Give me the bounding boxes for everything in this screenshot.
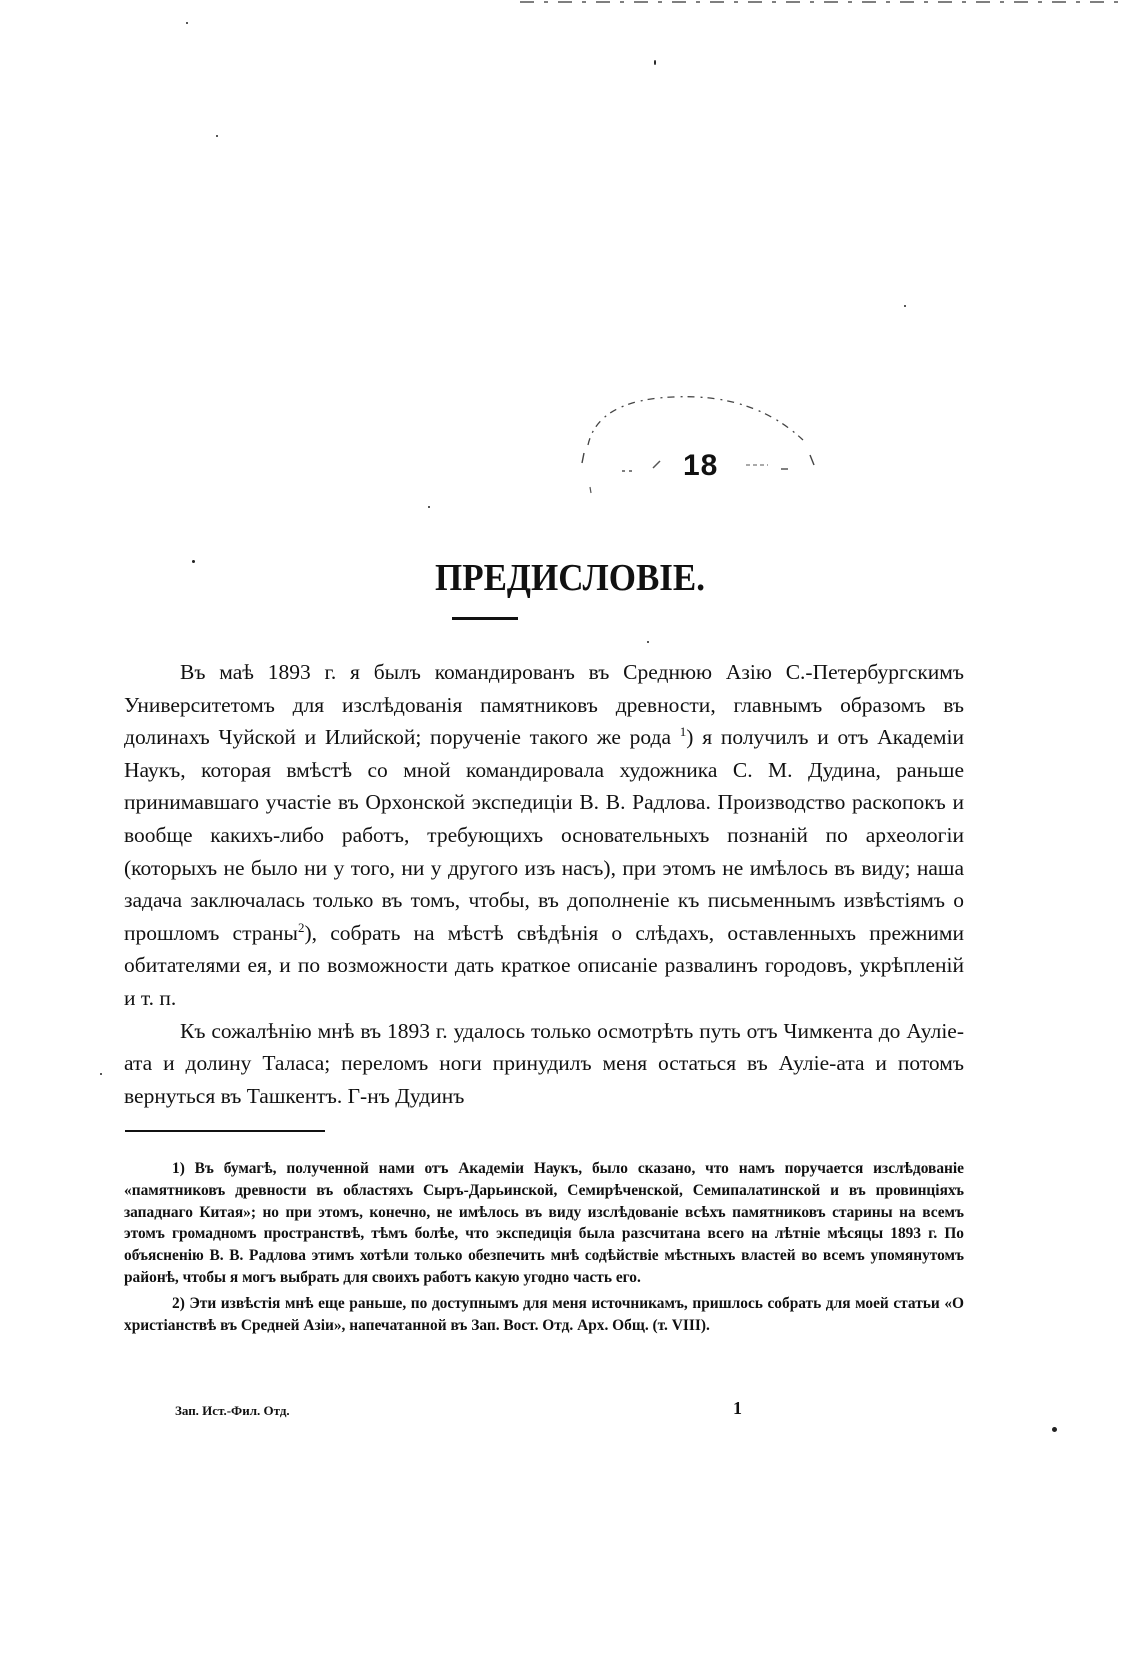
page-number: 1 (733, 1398, 742, 1418)
footnote-1: 1) Въ бумагѣ, полученной нами отъ Академіи Наукъ, было сказано, что намъ поручается изслѣдованіе «памятниковъ древности въ областяхъ Сыръ-Дарьинской, Семирѣченской, Семипалатинской и въ провинціяхъ западнаго Китая»; но при этомъ, конечно, не имѣлось въ виду изслѣдованіе всѣхъ памятниковъ старины на всемъ этомъ громадномъ пространствѣ, тѣмъ болѣе, что экспедиція была разсчитана всего на лѣтніе мѣсяцы 1893 г. По объясненію В. В. Радлова этимъ хотѣли только обезпечить мнѣ содѣйствіе мѣстныхъ властей во всемъ упомянутомъ районѣ, чтобы я могъ выбрать для своихъ работъ какую угодно часть его. (124, 1160, 964, 1286)
paragraph-1 (124, 656, 964, 1015)
footnote-separator (125, 1130, 325, 1132)
paragraph-1-part-2: ) я получилъ и отъ Академіи Наукъ, которая вмѣстѣ со мной командировала художника С. М. Дудина, раньше принимавшаго участіе въ Орхонской экспедиціи В. В. Радлова. Производство раскопокъ и вообще какихъ-либо работъ, требующихъ основательныхъ познаній по археологіи (которыхъ не было ни у того, ни у другого изъ насъ), при этомъ не имѣлось въ виду; наша задача заключалась только въ томъ, чтобы, въ дополненіе къ письменнымъ извѣстіямъ о прошломъ страны (124, 725, 964, 945)
signature-line: Зап. Ист.-Фил. Отд. (175, 1403, 290, 1418)
page-title: ПРЕДИСЛОВІЕ. (434, 556, 706, 599)
top-edge-marks (520, 0, 1120, 6)
paragraph-2: Къ сожалѣнію мнѣ въ 1893 г. удалось только осмотрѣть путь отъ Чимкента до Ауліе-ата и долину Таласа; переломъ ноги принудилъ меня остаться въ Ауліе-ата и потомъ вернуться въ Ташкентъ. Г-нъ Дудинъ (124, 1018, 964, 1108)
paragraph-1-part-3: ), собрать на мѣстѣ свѣдѣнія о слѣдахъ, оставленныхъ прежними обитателями ея, и по возможности дать краткое описаніе развалинъ городовъ, укрѣпленій и т. п. (124, 920, 964, 1010)
library-stamp (578, 395, 818, 505)
title-rule (452, 617, 518, 620)
footnotes (124, 1158, 964, 1340)
stamp-number: 18 (683, 449, 719, 482)
paragraph-1-part-1: Въ маѣ 1893 г. я былъ командированъ въ Среднюю Азію С.-Петербургскимъ Университетомъ для изслѣдованія памятниковъ древности, главнымъ образомъ въ долинахъ Чуйской и Илийской; порученіе такого же рода (124, 660, 964, 750)
footnote-ref-1: 1 (679, 724, 687, 740)
main-text (124, 656, 964, 1112)
footnote-2: 2) Эти извѣстія мнѣ еще раньше, по доступнымъ для меня источникамъ, пришлось собрать для моей статьи «О христіанствѣ въ Средней Азіи», напечатанной въ Зап. Вост. Отд. Арх. Общ. (т. VIII). (124, 1294, 964, 1334)
footnote-ref-2: 2 (297, 919, 305, 935)
